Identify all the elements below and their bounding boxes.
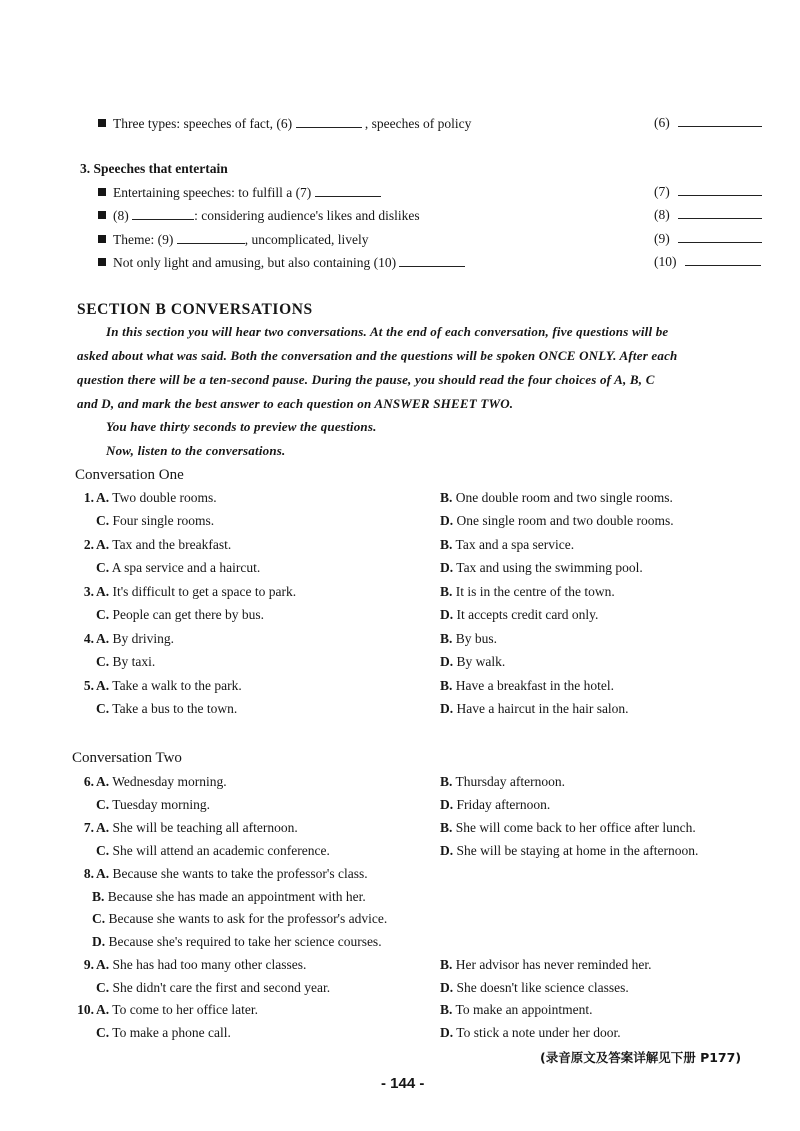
option-d[interactable]: D. It accepts credit card only. (440, 607, 599, 622)
listen-note: Now, listen to the conversations. (106, 443, 286, 458)
option-a[interactable]: 2. A. Tax and the breakfast. (83, 537, 232, 552)
option-c[interactable]: C. Four single rooms. (96, 513, 215, 528)
fill-blank-8[interactable] (132, 207, 194, 220)
fill-blank-9[interactable] (177, 231, 245, 244)
option-b[interactable]: B. Because she has made an appointment with her. (92, 889, 366, 904)
option-a[interactable]: 1. A. Two double rooms. (83, 490, 217, 505)
instruction-line: In this section you will hear two conversations. At the end of each conversation, five questions will be (106, 324, 669, 339)
option-c[interactable]: C. She will attend an academic conference. (96, 843, 330, 858)
conversation-one-title: Conversation One (75, 467, 184, 483)
section-title: SECTION B CONVERSATIONS (77, 301, 313, 318)
page-number: - 144 - (381, 1075, 425, 1092)
option-c[interactable]: C. A spa service and a haircut. (96, 560, 261, 575)
answer-line-10[interactable]: (10) (654, 253, 761, 270)
option-b[interactable]: B. Her advisor has never reminded her. (440, 957, 652, 972)
outline-bullet-10: Not only light and amusing, but also containing (10) (98, 254, 465, 271)
fill-blank-10[interactable] (399, 254, 465, 267)
outline-bullet-9: Theme: (9) , uncomplicated, lively (98, 231, 368, 248)
option-b[interactable]: B. Tax and a spa service. (440, 537, 575, 552)
preview-note: You have thirty seconds to preview the questions. (106, 419, 377, 434)
instruction-line: asked about what was said. Both the conversation and the questions will be spoken ONCE ONLY. After each (77, 348, 678, 363)
option-d[interactable]: D. By walk. (440, 654, 506, 669)
option-a[interactable]: 9. A. She has had too many other classes. (83, 957, 307, 972)
answer-line-9[interactable]: (9) (654, 230, 762, 247)
option-a[interactable]: 7. A. She will be teaching all afternoon. (83, 820, 298, 835)
option-c[interactable]: C. To make a phone call. (96, 1025, 231, 1040)
square-bullet-icon (98, 235, 106, 243)
option-a[interactable]: 8. A. Because she wants to take the professor's class. (83, 866, 368, 881)
outline-heading-3: 3. Speeches that entertain (80, 161, 228, 176)
option-b[interactable]: B. To make an appointment. (440, 1002, 593, 1017)
option-a[interactable]: 5. A. Take a walk to the park. (83, 678, 242, 693)
option-b[interactable]: B. By bus. (440, 631, 498, 646)
option-d[interactable]: D. One single room and two double rooms. (440, 513, 674, 528)
answer-line-8[interactable]: (8) (654, 206, 762, 223)
option-b[interactable]: B. She will come back to her office after lunch. (440, 820, 696, 835)
outline-bullet-7: Entertaining speeches: to fulfill a (7) (98, 184, 381, 201)
option-b[interactable]: B. Have a breakfast in the hotel. (440, 678, 614, 693)
option-c[interactable]: C. Tuesday morning. (96, 797, 211, 812)
option-d[interactable]: D. Friday afternoon. (440, 797, 551, 812)
square-bullet-icon (98, 211, 106, 219)
square-bullet-icon (98, 188, 106, 196)
answer-reference-note: (录音原文及答案详解见下册 P177) (540, 1050, 742, 1065)
fill-blank-6[interactable] (296, 115, 362, 128)
option-d[interactable]: D. She doesn't like science classes. (440, 980, 629, 995)
instruction-line: question there will be a ten-second pause. During the pause, you should read the four choices of A, B, C (77, 372, 655, 387)
answer-line-7[interactable]: (7) (654, 183, 762, 200)
option-d[interactable]: D. Have a haircut in the hair salon. (440, 701, 629, 716)
option-a[interactable]: 10. A. To come to her office later. (77, 1002, 259, 1017)
option-b[interactable]: B. Thursday afternoon. (440, 774, 565, 789)
option-c[interactable]: C. Because she wants to ask for the professor's advice. (92, 911, 388, 926)
option-a[interactable]: 4. A. By driving. (83, 631, 175, 646)
outline-bullet-types (98, 115, 471, 132)
option-d[interactable]: D. Because she's required to take her science courses. (92, 934, 382, 949)
option-c[interactable]: C. She didn't care the first and second year. (96, 980, 331, 995)
outline-bullet-8: (8) : considering audience's likes and dislikes (98, 207, 420, 224)
option-d[interactable]: D. To stick a note under her door. (440, 1025, 621, 1040)
option-c[interactable]: C. Take a bus to the town. (96, 701, 238, 716)
option-c[interactable]: C. People can get there by bus. (96, 607, 264, 622)
option-c[interactable]: C. By taxi. (96, 654, 156, 669)
option-a[interactable]: 6. A. Wednesday morning. (83, 774, 227, 789)
bullet-text: , speeches of policy (364, 116, 472, 131)
option-d[interactable]: D. She will be staying at home in the afternoon. (440, 843, 699, 858)
answer-line-6[interactable]: (6) (654, 114, 762, 131)
option-d[interactable]: D. Tax and using the swimming pool. (440, 560, 643, 575)
conversation-two-title: Conversation Two (72, 750, 182, 766)
bullet-text: Three types: speeches of fact, (6) (113, 116, 293, 131)
option-b[interactable]: B. It is in the centre of the town. (440, 584, 615, 599)
instruction-line: and D, and mark the best answer to each question on ANSWER SHEET TWO. (77, 396, 514, 411)
option-a[interactable]: 3. A. It's difficult to get a space to park. (83, 584, 297, 599)
square-bullet-icon (98, 258, 106, 266)
option-b[interactable]: B. One double room and two single rooms. (440, 490, 673, 505)
square-bullet-icon (98, 119, 106, 127)
fill-blank-7[interactable] (315, 184, 381, 197)
